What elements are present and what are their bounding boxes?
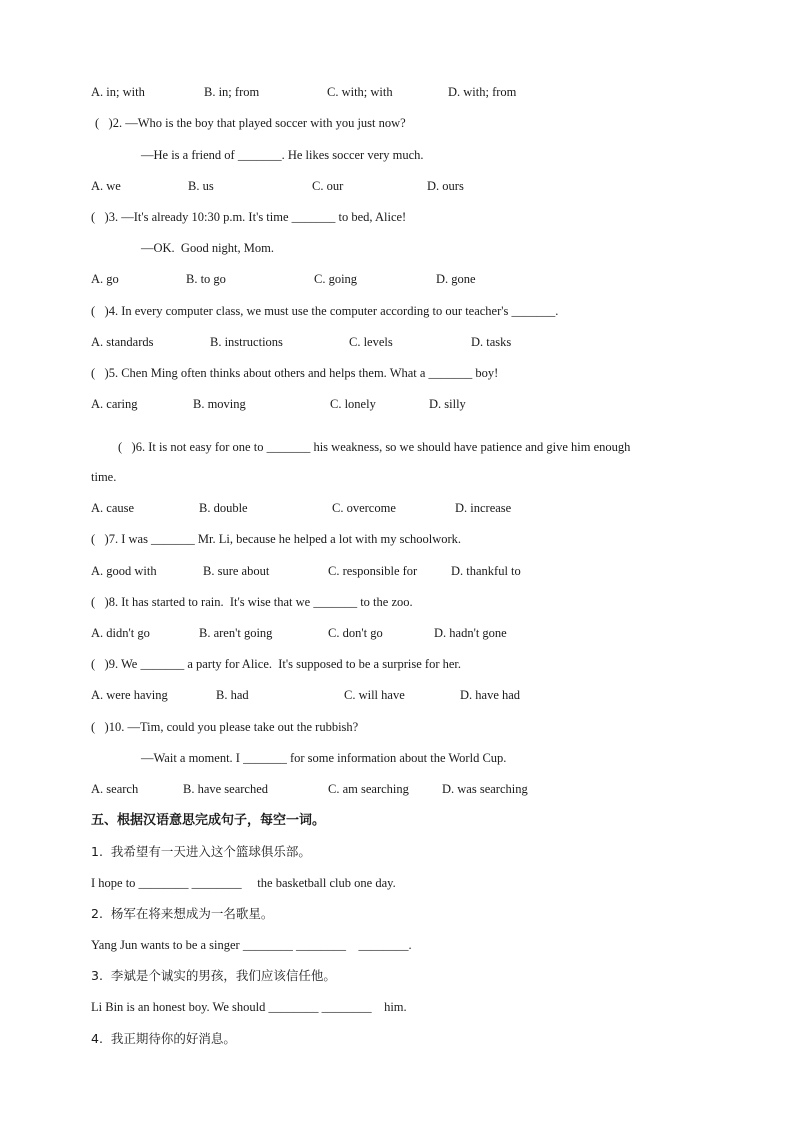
q6-option-a: A. cause xyxy=(91,501,135,515)
q7-option-a: A. good with xyxy=(91,564,157,578)
q2-reply: —He is a friend of _______. He likes soccer very much. xyxy=(141,148,424,162)
q8-option-a: A. didn't go xyxy=(91,626,150,640)
q3-reply: —OK. Good night, Mom. xyxy=(141,241,274,255)
q2-option-a: A. we xyxy=(91,179,121,193)
q6-option-b: B. double xyxy=(199,501,248,515)
q4-option-b: B. instructions xyxy=(210,335,283,349)
q3-option-b: B. to go xyxy=(186,272,226,286)
q5-option-c: C. lonely xyxy=(330,397,376,411)
q4-stem: ( )4. In every computer class, we must use the computer according to our teacher's _______. xyxy=(91,304,559,318)
q1-option-b: B. in; from xyxy=(204,85,260,99)
q8-option-d: D. hadn't gone xyxy=(434,626,507,640)
q1-option-a: A. in; with xyxy=(91,85,145,99)
q10-option-c: C. am searching xyxy=(328,782,409,796)
q9-stem: ( )9. We _______ a party for Alice. It's supposed to be a surprise for her. xyxy=(91,657,462,671)
q7-option-d: D. thankful to xyxy=(451,564,521,578)
s5-item1-chinese: 1. 我希望有一天进入这个篮球俱乐部。 xyxy=(91,844,311,859)
q3-option-a: A. go xyxy=(91,272,119,286)
q6-stem-continued: time. xyxy=(91,470,117,484)
s5-item1-english: I hope to ________ ________ the basketball club one day. xyxy=(91,876,396,890)
q9-option-c: C. will have xyxy=(344,688,405,702)
q6-stem: ( )6. It is not easy for one to _______ his weakness, so we should have patience and give him enough xyxy=(118,440,631,454)
q5-option-a: A. caring xyxy=(91,397,138,411)
q4-option-c: C. levels xyxy=(349,335,393,349)
q10-option-b: B. have searched xyxy=(183,782,269,796)
q5-option-b: B. moving xyxy=(193,397,246,411)
q8-option-b: B. aren't going xyxy=(199,626,273,640)
q7-stem: ( )7. I was _______ Mr. Li, because he helped a lot with my schoolwork. xyxy=(91,532,462,546)
q1-option-d: D. with; from xyxy=(448,85,517,99)
q5-option-d: D. silly xyxy=(429,397,466,411)
q10-reply: —Wait a moment. I _______ for some information about the World Cup. xyxy=(141,751,507,765)
q9-option-a: A. were having xyxy=(91,688,168,702)
q2-option-b: B. us xyxy=(188,179,214,193)
q9-option-b: B. had xyxy=(216,688,249,702)
q10-stem: ( )10. —Tim, could you please take out the rubbish? xyxy=(91,720,359,734)
q3-option-c: C. going xyxy=(314,272,358,286)
s5-item2-chinese: 2. 杨军在将来想成为一名歌星。 xyxy=(91,906,274,921)
q2-stem: ( )2. —Who is the boy that played soccer with you just now? xyxy=(95,116,406,130)
q2-option-d: D. ours xyxy=(427,179,464,193)
q6-option-d: D. increase xyxy=(455,501,512,515)
q10-option-a: A. search xyxy=(91,782,139,796)
q10-option-d: D. was searching xyxy=(442,782,528,796)
q7-option-b: B. sure about xyxy=(203,564,270,578)
section-5-heading: 五、根据汉语意思完成句子，每空一词。 xyxy=(91,813,326,828)
q8-option-c: C. don't go xyxy=(328,626,383,640)
q1-option-c: C. with; with xyxy=(327,85,393,99)
q7-option-c: C. responsible for xyxy=(328,564,418,578)
s5-item2-english: Yang Jun wants to be a singer ________ ________ ________. xyxy=(91,938,412,952)
q5-stem: ( )5. Chen Ming often thinks about others and helps them. What a _______ boy! xyxy=(91,366,499,380)
q4-option-d: D. tasks xyxy=(471,335,512,349)
s5-item3-english: Li Bin is an honest boy. We should ________ ________ him. xyxy=(91,1000,407,1014)
q8-stem: ( )8. It has started to rain. It's wise that we _______ to the zoo. xyxy=(91,595,413,609)
q4-option-a: A. standards xyxy=(91,335,154,349)
s5-item4-chinese: 4. 我正期待你的好消息。 xyxy=(91,1031,236,1046)
q2-option-c: C. our xyxy=(312,179,344,193)
q3-stem: ( )3. —It's already 10:30 p.m. It's time _______ to bed, Alice! xyxy=(91,210,407,224)
q3-option-d: D. gone xyxy=(436,272,476,286)
s5-item3-chinese: 3. 李斌是个诚实的男孩，我们应该信任他。 xyxy=(91,968,336,983)
q9-option-d: D. have had xyxy=(460,688,521,702)
q6-option-c: C. overcome xyxy=(332,501,396,515)
